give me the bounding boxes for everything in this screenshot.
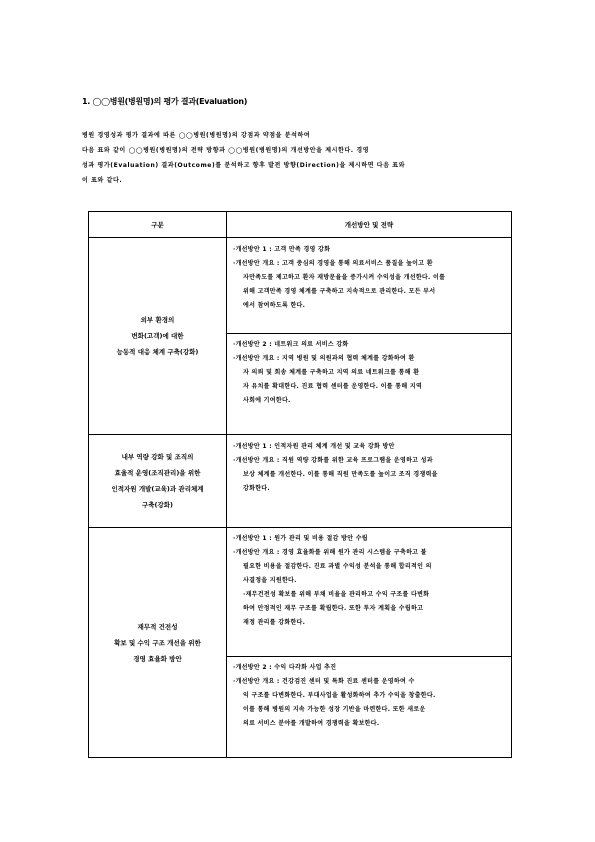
strategy-line: 자만족도를 제고하고 환자 재방문율을 증가시켜 수익성을 개선한다. 이를 (243, 273, 446, 281)
strategy-line: 자 의뢰 및 회송 체계를 구축하고 지역 의료 네트워크를 통해 환 (243, 368, 420, 376)
strategy-line: 사회에 기여한다. (243, 396, 291, 404)
table-row (89, 528, 512, 758)
strategy-line: ·개선방안 개요 : 경영 효율화를 위해 원가 관리 시스템을 구축하고 불 (233, 549, 427, 556)
category-line: 내부 역량 강화 및 조직의 (121, 453, 194, 461)
strategy-line: 위해 고객만족 경영 체계를 구축하고 지속적으로 관리한다. 모든 부서 (243, 287, 436, 295)
intro-line: 이 표와 같다. (82, 177, 123, 184)
category-line: 외부 환경의 (140, 316, 175, 324)
strategy-line: 하여 안정적인 재무 구조를 확립한다. 또한 투자 계획을 수립하고 (243, 605, 424, 612)
strategy-cell (227, 528, 512, 758)
strategy-line: 사결정을 지원한다. (243, 577, 297, 584)
strategy-line: 재정 관리를 강화한다. (243, 619, 306, 626)
strategy-line: 에서 참여하도록 한다. (243, 301, 306, 309)
strategy-item (227, 239, 511, 333)
category-cell (89, 435, 227, 528)
strategy-line: ·개선방안 개요 : 지역 병원 및 의원과의 협력 체계를 강화하여 환 (233, 354, 415, 362)
strategy-line: ·개선방안 2 : 수익 다각화 사업 추진 (233, 664, 337, 671)
strategy-line: ·재무건전성 확보를 위해 부채 비율을 관리하고 수익 구조를 다변화 (243, 591, 430, 598)
strategy-table (88, 211, 512, 758)
table-row (89, 238, 512, 435)
strategy-line: ·개선방안 2 : 네트워크 의료 서비스 강화 (233, 340, 349, 348)
strategy-line: ·개선방안 1 : 인적자원 관리 체계 개선 및 교육 강화 방안 (233, 443, 395, 450)
strategy-item (227, 528, 511, 656)
section-heading: 1. ◯◯병원(병원명)의 평가 결과(Evaluation) (82, 97, 248, 106)
strategy-line: ·개선방안 개요 : 건강검진 센터 및 특화 진료 센터를 운영하여 수 (233, 678, 415, 685)
strategy-line: ·개선방안 1 : 원가 관리 및 비용 절감 방안 수립 (233, 535, 368, 542)
header-strategy: 개선방안 및 전략 (227, 212, 512, 238)
category-line: 인적자원 개발(교육)과 관리체계 (111, 485, 204, 493)
strategy-item (227, 656, 511, 757)
table-row (89, 435, 512, 528)
category-line: 변화(고객)에 대한 (131, 332, 184, 340)
table-header-row (89, 212, 512, 238)
category-line: 경영 효율화 방안 (133, 654, 182, 663)
strategy-line: ·개선방안 1 : 고객 만족 경영 강화 (233, 245, 331, 253)
strategy-line: 이를 통해 병원의 지속 가능한 성장 기반을 마련한다. 또한 새로운 (243, 706, 426, 713)
strategy-line: 익 구조를 다변화한다. 부대사업을 활성화하여 추가 수익을 창출한다. (243, 692, 436, 699)
intro-line: 성과 평가(Evaluation) 결과(Outcome)를 분석하고 향후 발전 방향(Direction)을 제시하면 다음 표와 (82, 162, 406, 169)
category-line: 확보 및 수익 구조 개선을 위한 (114, 638, 201, 647)
header-category: 구분 (89, 212, 227, 238)
strategy-line: 의료 서비스 분야를 개발하여 경쟁력을 확보한다. (243, 720, 380, 727)
category-line: 효율적 운영(조직관리)을 위한 (114, 469, 201, 477)
strategy-line: ·개선방안 개요 : 직원 역량 강화를 위한 교육 프로그램을 운영하고 성과 (233, 457, 433, 464)
category-line: 구축(강화) (141, 501, 174, 509)
category-line: 능동적 대응 체계 구축(강화) (116, 348, 199, 356)
category-cell (89, 238, 227, 435)
intro-line: 병원 경영성과 평가 결과에 따른 ◯◯병원(병원명)의 강점과 약점을 분석하여 (82, 132, 311, 139)
strategy-cell (227, 238, 512, 435)
strategy-item (227, 333, 511, 434)
strategy-line: 강화한다. (243, 485, 270, 492)
category-line: 재무적 건전성 (137, 622, 178, 631)
category-cell (89, 528, 227, 758)
strategy-line: 자 유치를 확대한다. 진료 협력 센터를 운영한다. 이를 통해 지역 (243, 382, 423, 390)
strategy-item (227, 436, 511, 526)
strategy-line: ·개선방안 개요 : 고객 중심의 경영을 통해 의료서비스 품질을 높이고 환 (233, 259, 433, 267)
strategy-cell (227, 435, 512, 528)
intro-paragraph (82, 128, 514, 188)
strategy-line: 필요한 비용을 절감한다. 진료 과별 수익성 분석을 통해 합리적인 의 (243, 563, 432, 570)
intro-line: 다음 표와 같이 ◯◯병원(병원명)의 전략 방향과 ◯◯병원(병원명)의 개선방안을 제시한다. 경영 (82, 147, 370, 154)
strategy-line: 보상 체계를 개선한다. 이를 통해 직원 만족도를 높이고 조직 경쟁력을 (243, 471, 438, 478)
